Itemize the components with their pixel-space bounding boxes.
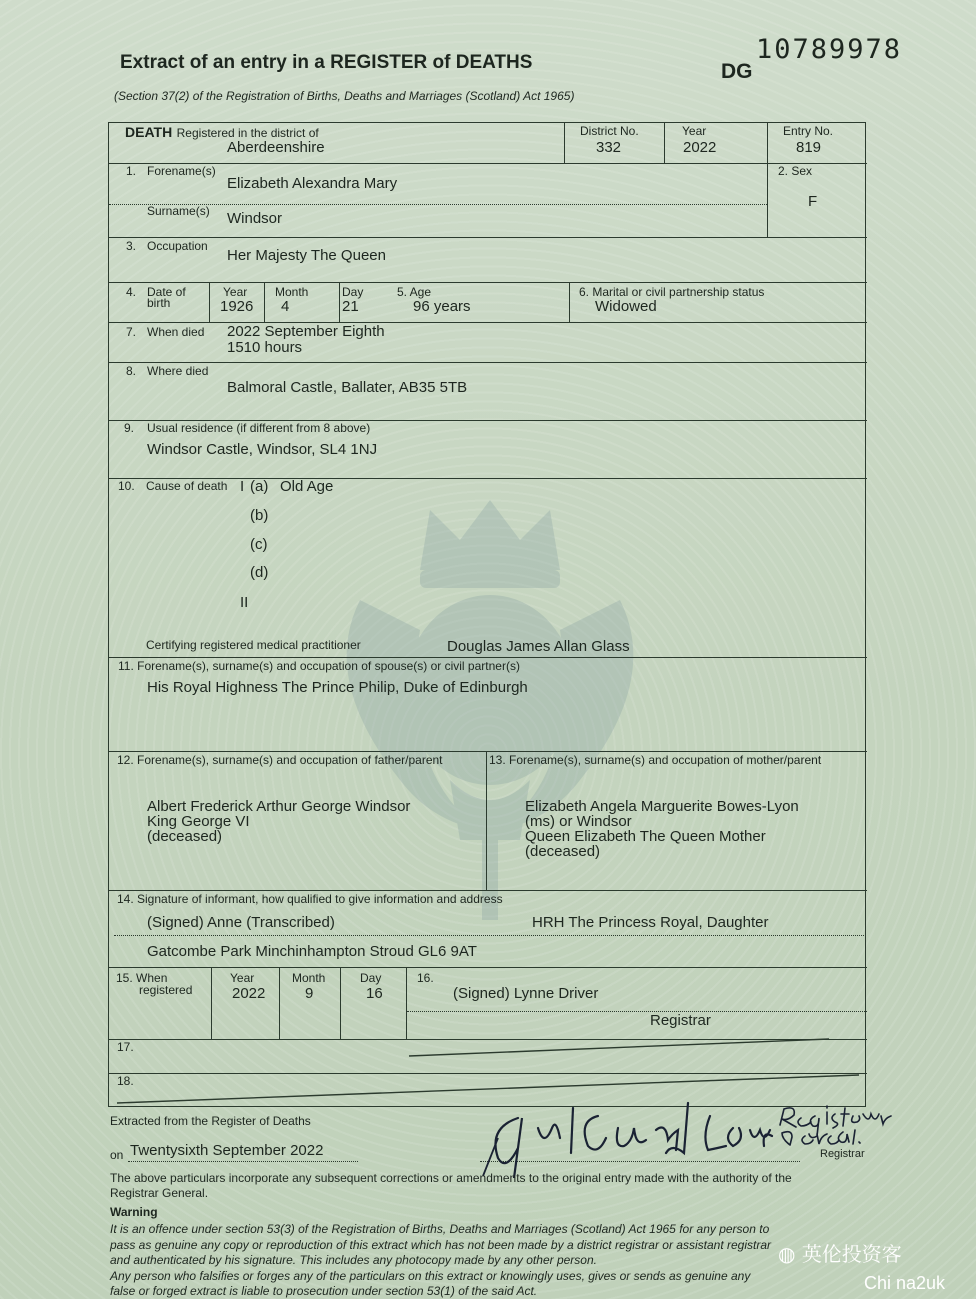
mother-label: 13. Forename(s), surname(s) and occupation of mother/parent: [489, 753, 822, 767]
document-subtitle: (Section 37(2) of the Registration of Births, Deaths and Marriages (Scotland) Act 1965): [114, 89, 575, 103]
certifying-practitioner-value: Douglas James Allan Glass: [447, 638, 630, 655]
field-16-number: 16.: [417, 971, 434, 985]
warning-line-1: It is an offence under section 53(3) of the Registration of Births, Deaths and Marriages (Scotland) Act 1965 for any person to: [110, 1222, 770, 1236]
forename-value: Elizabeth Alexandra Mary: [227, 175, 398, 192]
father-name: Albert Frederick Arthur George Windsor: [147, 798, 411, 815]
field-17-number: 17.: [117, 1040, 134, 1054]
sex-label: 2. Sex: [778, 164, 813, 178]
on-label: on: [110, 1148, 124, 1162]
informant-qualification: HRH The Princess Royal, Daughter: [532, 914, 769, 931]
field-3-number: 3.: [126, 239, 137, 253]
field-18-number: 18.: [117, 1074, 134, 1088]
dob-year-label: Year: [223, 285, 248, 299]
dob-day: 21: [342, 298, 359, 315]
field-8-number: 8.: [126, 364, 137, 378]
cause-d-label: (d): [250, 564, 269, 581]
warning-line-4: Any person who falsifies or forges any of the particulars on this extract or knowingly uses, gives or sends as genuine any: [110, 1269, 751, 1283]
dob-label-2: birth: [147, 296, 171, 310]
document-title: Extract of an entry in a REGISTER of DEATHS: [120, 52, 533, 73]
mother-status: (deceased): [525, 843, 601, 860]
mother-title: Queen Elizabeth The Queen Mother: [525, 828, 766, 845]
spouse-value: His Royal Highness The Prince Philip, Duke of Edinburgh: [147, 679, 528, 696]
district-no: 332: [596, 139, 622, 156]
field-7-number: 7.: [126, 325, 137, 339]
usual-residence-label: Usual residence (if different from 8 above): [147, 421, 371, 435]
forename-label: Forename(s): [147, 164, 216, 178]
registrar-general-signature: [478, 1098, 778, 1178]
watermark-latin: Chi na2uk: [864, 1273, 946, 1293]
dob-month: 4: [281, 298, 290, 315]
registrar-general-label: Registrar: [820, 1148, 865, 1160]
when-died-time: 1510 hours: [227, 339, 303, 356]
entry-no-label: Entry No.: [783, 124, 834, 138]
sex-value: F: [808, 193, 818, 210]
warning-line-3: and authenticated by his signature. This includes any photocopy made by any other person.: [110, 1253, 597, 1267]
dob-label-1: Date of: [147, 285, 186, 299]
where-died-label: Where died: [147, 364, 209, 378]
extracted-label: Extracted from the Register of Deaths: [110, 1114, 311, 1128]
cause-a-value: Old Age: [280, 478, 334, 495]
registrar-role: Registrar: [650, 1012, 711, 1029]
reg-month-label: Month: [292, 971, 326, 985]
corrections-note-line-1: The above particulars incorporate any subsequent corrections or amendments to the original entry made with the authority of the: [110, 1171, 792, 1185]
warning-line-5: false or forged extract is liable to prosecution under section 53(1) of the said Act.: [110, 1284, 538, 1298]
where-died-value: Balmoral Castle, Ballater, AB35 5TB: [227, 379, 468, 396]
when-registered-label-2: registered: [139, 983, 193, 997]
dob-month-label: Month: [275, 285, 309, 299]
extract-date: Twentysixth September 2022: [130, 1142, 324, 1159]
cause-b-label: (b): [250, 507, 269, 524]
reg-day: 16: [366, 985, 383, 1002]
strike-through-lines: [109, 123, 867, 1108]
year-value: 2022: [683, 139, 717, 156]
informant-address: Gatcombe Park Minchinhampton Stroud GL6 9AT: [147, 943, 477, 960]
registrar-general-handwritten: [775, 1100, 905, 1155]
usual-residence-value: Windsor Castle, Windsor, SL4 1NJ: [147, 441, 378, 458]
marital-status-value: Widowed: [595, 298, 657, 315]
occupation-label: Occupation: [147, 239, 208, 253]
registrar-signed: (Signed) Lynne Driver: [453, 985, 599, 1002]
dob-day-label: Day: [342, 285, 364, 299]
series-code: DG: [721, 60, 753, 83]
father-label: 12. Forename(s), surname(s) and occupation of father/parent: [117, 753, 443, 767]
when-registered-label-1: 15. When: [116, 971, 168, 985]
cause-a-label: (a): [250, 478, 269, 495]
warning-title: Warning: [110, 1205, 158, 1219]
field-1-number: 1.: [126, 164, 137, 178]
father-title: King George VI: [147, 813, 250, 830]
informant-label: 14. Signature of informant, how qualified to give information and address: [117, 892, 503, 906]
corrections-note-line-2: Registrar General.: [110, 1186, 209, 1200]
dob-year: 1926: [220, 298, 254, 315]
serial-number: 10789978: [756, 34, 903, 65]
father-status: (deceased): [147, 828, 223, 845]
reg-year: 2022: [232, 985, 266, 1002]
watermark-chinese: ◍ 英伦投资客: [778, 1242, 902, 1266]
age-label: 5. Age: [397, 285, 432, 299]
surname-label: Surname(s): [147, 204, 210, 218]
cause-of-death-label: Cause of death: [146, 479, 228, 493]
death-heading: DEATH Registered in the district of: [125, 124, 319, 140]
wechat-icon: ◍: [778, 1242, 796, 1266]
reg-month: 9: [305, 985, 314, 1002]
reg-year-label: Year: [230, 971, 255, 985]
district-name: Aberdeenshire: [227, 139, 325, 156]
cause-c-label: (c): [250, 536, 268, 553]
when-died-date: 2022 September Eighth: [227, 323, 385, 340]
spouse-label: 11. Forename(s), surname(s) and occupation of spouse(s) or civil partner(s): [118, 659, 520, 673]
marital-status-label: 6. Marital or civil partnership status: [579, 285, 765, 299]
certifying-practitioner-label: Certifying registered medical practitioner: [146, 638, 361, 652]
field-9-number: 9.: [124, 421, 135, 435]
district-no-label: District No.: [580, 124, 639, 138]
cause-part-i: I: [240, 478, 245, 495]
age-value: 96 years: [413, 298, 471, 315]
mother-maiden: (ms) or Windsor: [525, 813, 632, 830]
mother-name: Elizabeth Angela Marguerite Bowes-Lyon: [525, 798, 799, 815]
occupation-value: Her Majesty The Queen: [227, 247, 386, 264]
warning-line-2: pass as genuine any copy or reproduction of this extract which has not been made by a district registrar or assistant registrar: [110, 1238, 771, 1252]
informant-signed: (Signed) Anne (Transcribed): [147, 914, 335, 931]
reg-day-label: Day: [360, 971, 382, 985]
field-10-number: 10.: [118, 479, 135, 493]
when-died-label: When died: [147, 325, 205, 339]
surname-value: Windsor: [227, 210, 283, 227]
cause-part-ii: II: [240, 594, 249, 611]
year-label: Year: [682, 124, 707, 138]
entry-no: 819: [796, 139, 822, 156]
field-4-number: 4.: [126, 285, 137, 299]
